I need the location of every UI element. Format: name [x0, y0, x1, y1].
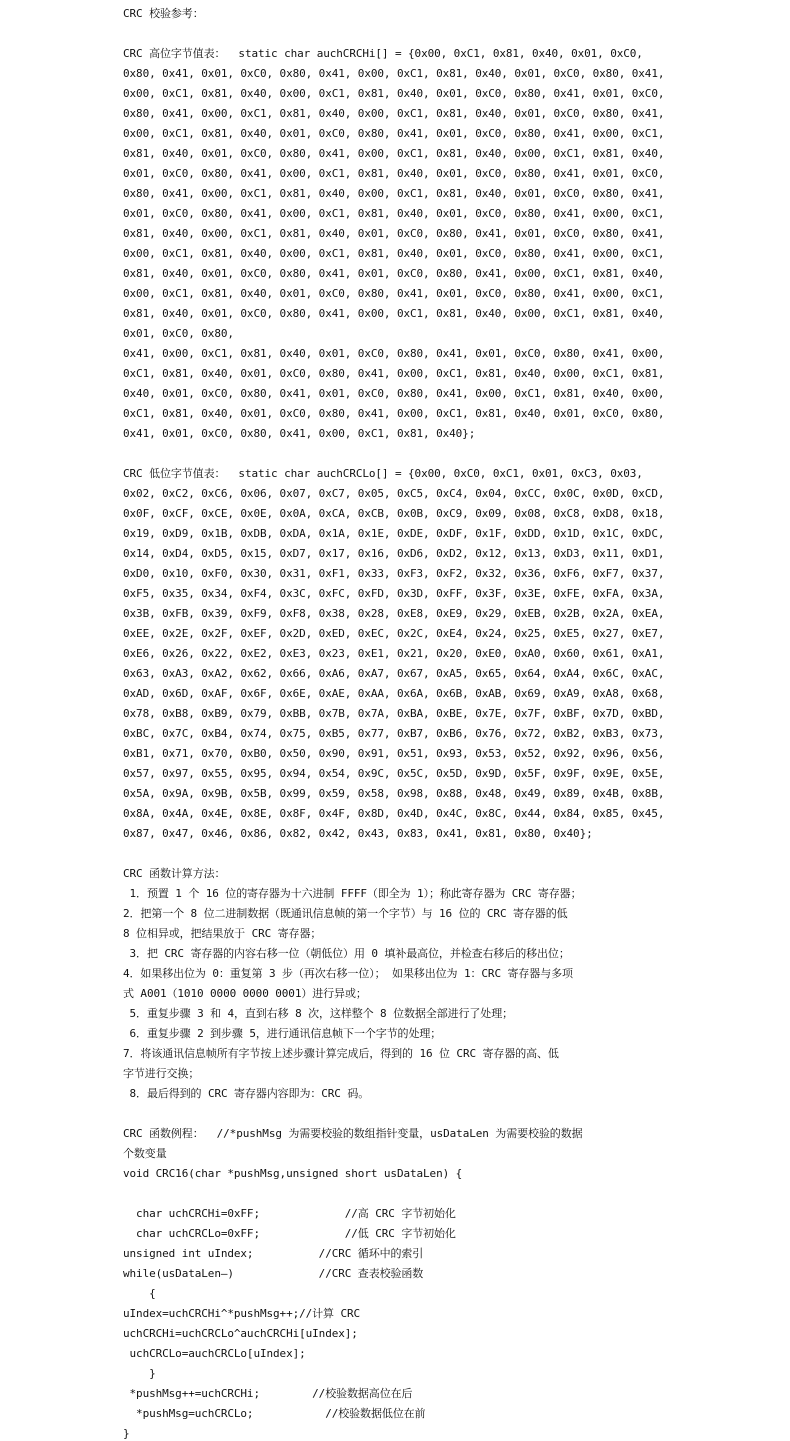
crc-example-code-line: *pushMsg=uchCRCLo; //校验数据低位在前: [123, 1407, 426, 1420]
crc-high-byte-table-line: 0x40, 0x01, 0xC0, 0x80, 0x41, 0x01, 0xC0, 0x80, 0x41, 0x00, 0xC1, 0x81, 0x40, 0x00,: [123, 387, 665, 400]
crc-method-line: 8．最后得到的 CRC 寄存器内容即为：CRC 码。: [123, 1087, 370, 1100]
crc-example-code-line: char uchCRCHi=0xFF; //高 CRC 字节初始化: [123, 1207, 456, 1220]
crc-high-byte-table-line: 0x01, 0xC0, 0x80, 0x41, 0x00, 0xC1, 0x81, 0x40, 0x01, 0xC0, 0x80, 0x41, 0x00, 0xC1,: [123, 207, 665, 220]
crc-method-line: 式 A001（1010 0000 0000 0001）进行异或；: [123, 987, 367, 1000]
crc-example-code-line: CRC 函数例程： //*pushMsg 为需要校验的数组指针变量，usDataLen 为需要校验的数据: [123, 1127, 583, 1140]
crc-high-byte-table-line: 0x81, 0x40, 0x01, 0xC0, 0x80, 0x41, 0x00, 0xC1, 0x81, 0x40, 0x00, 0xC1, 0x81, 0x40,: [123, 307, 665, 320]
crc-low-byte-table-line: 0x5A, 0x9A, 0x9B, 0x5B, 0x99, 0x59, 0x58, 0x98, 0x88, 0x48, 0x49, 0x89, 0x4B, 0x8B,: [123, 787, 665, 800]
crc-example-code-line: uchCRCHi=uchCRCLo^auchCRCHi[uIndex];: [123, 1327, 358, 1340]
crc-method-line: 4．如果移出位为 0：重复第 3 步（再次右移一位）； 如果移出位为 1：CRC 寄存器与多项: [123, 967, 573, 980]
crc-example-code-line: 个数变量: [123, 1147, 167, 1160]
crc-low-byte-table-line: 0xB1, 0x71, 0x70, 0xB0, 0x50, 0x90, 0x91, 0x51, 0x93, 0x53, 0x52, 0x92, 0x96, 0x56,: [123, 747, 665, 760]
crc-example-code-line: uchCRCLo=auchCRCLo[uIndex];: [123, 1347, 306, 1360]
crc-low-byte-table: [123, 464, 723, 864]
crc-low-byte-table-line: 0xD0, 0x10, 0xF0, 0x30, 0x31, 0xF1, 0x33, 0xF3, 0xF2, 0x32, 0x36, 0xF6, 0xF7, 0x37,: [123, 567, 665, 580]
crc-example-code-line: unsigned int uIndex; //CRC 循环中的索引: [123, 1247, 424, 1260]
crc-method-line: 1．预置 1 个 16 位的寄存器为十六进制 FFFF（即全为 1）；称此寄存器为 CRC 寄存器；: [123, 887, 582, 900]
crc-low-byte-table-line: 0x57, 0x97, 0x55, 0x95, 0x94, 0x54, 0x9C, 0x5C, 0x5D, 0x9D, 0x5F, 0x9F, 0x9E, 0x5E,: [123, 767, 665, 780]
crc-high-byte-table-line: 0x41, 0x00, 0xC1, 0x81, 0x40, 0x01, 0xC0, 0x80, 0x41, 0x01, 0xC0, 0x80, 0x41, 0x00,: [123, 347, 665, 360]
crc-low-byte-table-line: 0x87, 0x47, 0x46, 0x86, 0x82, 0x42, 0x43, 0x83, 0x41, 0x81, 0x80, 0x40};: [123, 827, 593, 840]
crc-method-line: 5．重复步骤 3 和 4，直到右移 8 次，这样整个 8 位数据全部进行了处理；: [123, 1007, 513, 1020]
crc-low-byte-table-line: 0xEE, 0x2E, 0x2F, 0xEF, 0x2D, 0xED, 0xEC, 0x2C, 0xE4, 0x24, 0x25, 0xE5, 0x27, 0xE7,: [123, 627, 665, 640]
crc-high-byte-table-line: 0x01, 0xC0, 0x80,: [123, 327, 234, 340]
crc-example-code-line: [123, 1184, 723, 1204]
crc-low-byte-table-line: 0xE6, 0x26, 0x22, 0xE2, 0xE3, 0x23, 0xE1, 0x21, 0x20, 0xE0, 0xA0, 0x60, 0x61, 0xA1,: [123, 647, 665, 660]
crc-high-byte-table-line: 0x80, 0x41, 0x00, 0xC1, 0x81, 0x40, 0x00, 0xC1, 0x81, 0x40, 0x01, 0xC0, 0x80, 0x41,: [123, 187, 665, 200]
crc-low-byte-table-line: 0x78, 0xB8, 0xB9, 0x79, 0xBB, 0x7B, 0x7A, 0xBA, 0xBE, 0x7E, 0x7F, 0xBF, 0x7D, 0xBD,: [123, 707, 665, 720]
crc-method-line: CRC 函数计算方法：: [123, 867, 226, 880]
crc-low-byte-table-line: CRC 低位字节值表： static char auchCRCLo[] = {0x00, 0xC0, 0xC1, 0x01, 0xC3, 0x03,: [123, 467, 643, 480]
crc-example-code-line: }: [123, 1367, 156, 1380]
crc-method-line: [123, 1104, 723, 1124]
crc-example-code-line: *pushMsg++=uchCRCHi; //校验数据高位在后: [123, 1387, 413, 1400]
crc-example-code-line: while(usDataLen—) //CRC 查表校验函数: [123, 1267, 424, 1280]
crc-high-byte-table-line: 0x81, 0x40, 0x00, 0xC1, 0x81, 0x40, 0x01, 0xC0, 0x80, 0x41, 0x01, 0xC0, 0x80, 0x41,: [123, 227, 665, 240]
crc-low-byte-table-line: 0xBC, 0x7C, 0xB4, 0x74, 0x75, 0xB5, 0x77, 0xB7, 0xB6, 0x76, 0x72, 0xB2, 0xB3, 0x73,: [123, 727, 665, 740]
crc-low-byte-table-line: 0x02, 0xC2, 0xC6, 0x06, 0x07, 0xC7, 0x05, 0xC5, 0xC4, 0x04, 0xCC, 0x0C, 0x0D, 0xCD,: [123, 487, 665, 500]
crc-method-line: 字节进行交换；: [123, 1067, 200, 1080]
crc-high-byte-table-line: 0x00, 0xC1, 0x81, 0x40, 0x00, 0xC1, 0x81, 0x40, 0x01, 0xC0, 0x80, 0x41, 0x00, 0xC1,: [123, 247, 665, 260]
document-title-line: CRC 校验参考：: [123, 7, 204, 20]
crc-method-line: 7．将该通讯信息帧所有字节按上述步骤计算完成后，得到的 16 位 CRC 寄存器的高、低: [123, 1047, 559, 1060]
crc-example-code: [123, 1124, 723, 1441]
crc-high-byte-table-line: 0x80, 0x41, 0x01, 0xC0, 0x80, 0x41, 0x00, 0xC1, 0x81, 0x40, 0x01, 0xC0, 0x80, 0x41,: [123, 67, 665, 80]
crc-high-byte-table-line: [123, 444, 723, 464]
crc-low-byte-table-line: 0x8A, 0x4A, 0x4E, 0x8E, 0x8F, 0x4F, 0x8D, 0x4D, 0x4C, 0x8C, 0x44, 0x84, 0x85, 0x45,: [123, 807, 665, 820]
crc-high-byte-table-line: 0xC1, 0x81, 0x40, 0x01, 0xC0, 0x80, 0x41, 0x00, 0xC1, 0x81, 0x40, 0x01, 0xC0, 0x80,: [123, 407, 665, 420]
crc-method-line: 6．重复步骤 2 到步骤 5，进行通讯信息帧下一个字节的处理；: [123, 1027, 442, 1040]
crc-example-code-line: void CRC16(char *pushMsg,unsigned short usDataLen) {: [123, 1167, 463, 1180]
crc-high-byte-table-line: 0x00, 0xC1, 0x81, 0x40, 0x01, 0xC0, 0x80, 0x41, 0x01, 0xC0, 0x80, 0x41, 0x00, 0xC1,: [123, 287, 665, 300]
crc-low-byte-table-line: 0x63, 0xA3, 0xA2, 0x62, 0x66, 0xA6, 0xA7, 0x67, 0xA5, 0x65, 0x64, 0xA4, 0x6C, 0xAC,: [123, 667, 665, 680]
crc-low-byte-table-line: 0xAD, 0x6D, 0xAF, 0x6F, 0x6E, 0xAE, 0xAA, 0x6A, 0x6B, 0xAB, 0x69, 0xA9, 0xA8, 0x68,: [123, 687, 665, 700]
crc-example-code-line: {: [123, 1287, 156, 1300]
document-body: [123, 4, 723, 1441]
crc-method-line: 2．把第一个 8 位二进制数据（既通讯信息帧的第一个字节）与 16 位的 CRC 寄存器的低: [123, 907, 568, 920]
document-title-line: [123, 24, 723, 44]
crc-high-byte-table-line: 0x01, 0xC0, 0x80, 0x41, 0x00, 0xC1, 0x81, 0x40, 0x01, 0xC0, 0x80, 0x41, 0x01, 0xC0,: [123, 167, 665, 180]
crc-high-byte-table-line: 0xC1, 0x81, 0x40, 0x01, 0xC0, 0x80, 0x41, 0x00, 0xC1, 0x81, 0x40, 0x00, 0xC1, 0x81,: [123, 367, 665, 380]
crc-low-byte-table-line: 0x0F, 0xCF, 0xCE, 0x0E, 0x0A, 0xCA, 0xCB, 0x0B, 0xC9, 0x09, 0x08, 0xC8, 0xD8, 0x18,: [123, 507, 665, 520]
document-title: [123, 4, 723, 44]
crc-high-byte-table-line: 0x41, 0x01, 0xC0, 0x80, 0x41, 0x00, 0xC1, 0x81, 0x40};: [123, 427, 476, 440]
crc-low-byte-table-line: 0x14, 0xD4, 0xD5, 0x15, 0xD7, 0x17, 0x16, 0xD6, 0xD2, 0x12, 0x13, 0xD3, 0x11, 0xD1,: [123, 547, 665, 560]
crc-method-line: 8 位相异或，把结果放于 CRC 寄存器；: [123, 927, 322, 940]
crc-high-byte-table-line: 0x00, 0xC1, 0x81, 0x40, 0x01, 0xC0, 0x80, 0x41, 0x01, 0xC0, 0x80, 0x41, 0x00, 0xC1,: [123, 127, 665, 140]
crc-high-byte-table: [123, 44, 723, 464]
crc-high-byte-table-line: 0x80, 0x41, 0x00, 0xC1, 0x81, 0x40, 0x00, 0xC1, 0x81, 0x40, 0x01, 0xC0, 0x80, 0x41,: [123, 107, 665, 120]
crc-high-byte-table-line: 0x00, 0xC1, 0x81, 0x40, 0x00, 0xC1, 0x81, 0x40, 0x01, 0xC0, 0x80, 0x41, 0x01, 0xC0,: [123, 87, 665, 100]
crc-high-byte-table-line: 0x81, 0x40, 0x01, 0xC0, 0x80, 0x41, 0x01, 0xC0, 0x80, 0x41, 0x00, 0xC1, 0x81, 0x40,: [123, 267, 665, 280]
crc-method: [123, 864, 723, 1124]
crc-low-byte-table-line: 0x3B, 0xFB, 0x39, 0xF9, 0xF8, 0x38, 0x28, 0xE8, 0xE9, 0x29, 0xEB, 0x2B, 0x2A, 0xEA,: [123, 607, 665, 620]
crc-high-byte-table-line: CRC 高位字节值表： static char auchCRCHi[] = {0x00, 0xC1, 0x81, 0x40, 0x01, 0xC0,: [123, 47, 643, 60]
crc-example-code-line: char uchCRCLo=0xFF; //低 CRC 字节初始化: [123, 1227, 456, 1240]
crc-high-byte-table-line: 0x81, 0x40, 0x01, 0xC0, 0x80, 0x41, 0x00, 0xC1, 0x81, 0x40, 0x00, 0xC1, 0x81, 0x40,: [123, 147, 665, 160]
crc-example-code-line: }: [123, 1427, 130, 1440]
crc-example-code-line: uIndex=uchCRCHi^*pushMsg++;//计算 CRC: [123, 1307, 361, 1320]
crc-method-line: 3．把 CRC 寄存器的内容右移一位（朝低位）用 0 填补最高位，并检查右移后的移出位；: [123, 947, 570, 960]
crc-low-byte-table-line: 0xF5, 0x35, 0x34, 0xF4, 0x3C, 0xFC, 0xFD, 0x3D, 0xFF, 0x3F, 0x3E, 0xFE, 0xFA, 0x3A,: [123, 587, 665, 600]
crc-low-byte-table-line: 0x19, 0xD9, 0x1B, 0xDB, 0xDA, 0x1A, 0x1E, 0xDE, 0xDF, 0x1F, 0xDD, 0x1D, 0x1C, 0xDC,: [123, 527, 665, 540]
crc-low-byte-table-line: [123, 844, 723, 864]
